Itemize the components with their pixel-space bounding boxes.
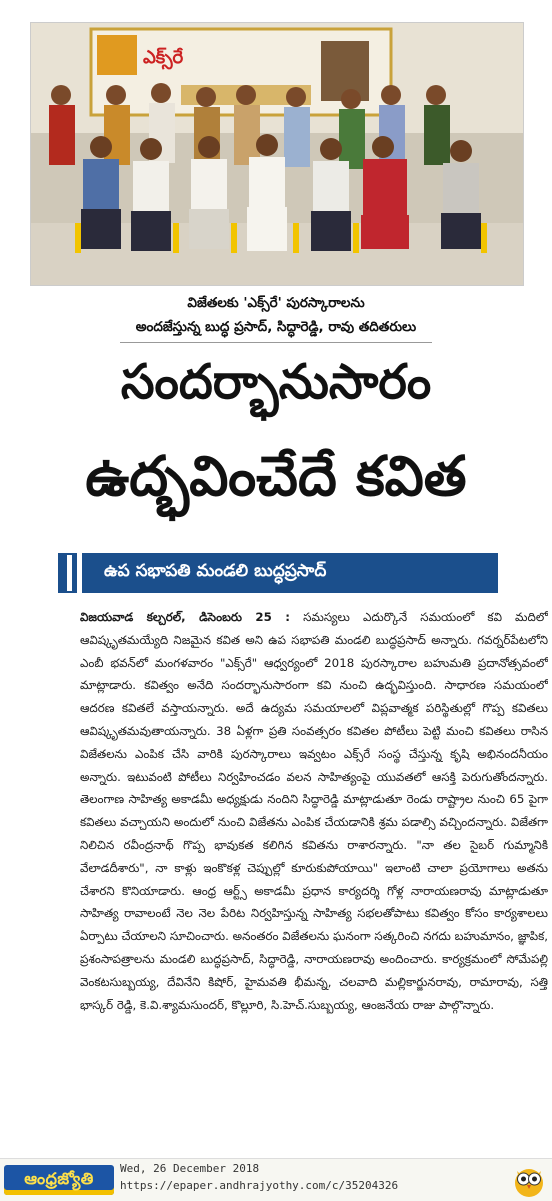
footer-url[interactable]: https://epaper.andhrajyothy.com/c/35204326 bbox=[120, 1179, 399, 1192]
caption-divider bbox=[120, 342, 432, 343]
footer-bar bbox=[0, 1158, 552, 1201]
headline-line2: ఉద్భవించేదే కవిత bbox=[85, 444, 467, 508]
subheading-strap bbox=[58, 553, 498, 593]
logo-text: ఆంధ్రజ్యోతి bbox=[24, 1168, 94, 1188]
andhrajyothy-logo[interactable] bbox=[4, 1165, 114, 1195]
owl-icon bbox=[512, 1162, 546, 1198]
article-body bbox=[80, 606, 548, 1158]
strap-text: ఉప సభాపతి మండలి బుద్ధప్రసాద్ bbox=[104, 561, 327, 581]
award-ceremony-photo bbox=[31, 23, 523, 285]
photo-caption-line2: అందజేస్తున్న బుద్ధ ప్రసాద్, సిద్ధారెడ్డి, రావు తదితరులు bbox=[135, 319, 417, 335]
article-photo bbox=[30, 22, 524, 286]
dateline: విజయవాడ కల్చరల్, డిసెంబరు 25 : bbox=[80, 610, 291, 624]
photo-caption-line1: విజేతలకు 'ఎక్స్‌రే' పురస్కారాలను bbox=[187, 295, 365, 311]
strap-accent-bar bbox=[65, 553, 74, 593]
footer-date: Wed, 26 December 2018 bbox=[120, 1162, 260, 1175]
strap-accent-bar-thin bbox=[77, 553, 82, 593]
article-text: సమస్యలు ఎదుర్కొనే సమయంలో కవి మదిలో ఆవిష్కృతమయ్యేది నిజమైన కవిత అని ఉప సభాపతి మండలి బుద్ధప్రసాద్ అన్నారు. గవర్నర్‌పేటలోని ఎంబీ భవన్‌లో మంగళవారం "ఎక్స్‌రే" ఆధ్వర్యంలో 2018 పురస్కారాల బహుమతి ప్రదానోత్సవంలో మాట్లాడారు. కవిత్వం అనేది సందర్భానుసారంగా కవి నుంచి ఉద్భవిస్తుంది. సాధారణ సమయంలో ఆదరణ కవితలే వస్తాయన్నారు. అదే ఉద్యమ సమయాలలో విప్లవాత్మక పరిస్థితుల్లో గొప్ప కవితలు ఆవిష్కృతమవుతాయన్నారు. 38 ఏళ్లగా ప్రతి సంవత్సరం కవితల పోటీలు పెట్టి మంచి కవితలు రాసిన విజేతలను ఎంపిక చేసి వారికి పురస్కారాలు ఇవ్వటం ఎక్స్‌రే సంస్థ చేస్తున్న కృషి అభినందనీయం అన్నారు. ఇటువంటి పోటీలు నిర్వహించడం వలన సాహిత్యంపై యువతలో ఆసక్తి పెరుగుతోందన్నారు. తెలంగాణ సాహిత్య అకాడమీ అధ్యక్షుడు నందిని సిద్ధారెడ్డి మాట్లాడుతూ రెండు రాష్ట్రాల నుంచి 65 పైగా కవితలు వచ్చాయని అందులో నుంచి విజేతను ఎంపిక చేయడానికి శ్రమ పడాల్సి వచ్చిందన్నారు. విజేతగా నిలిచిన రవీంద్రనాథ్ గొప్ప భావుకత కలిగిన కవితను రాశారన్నారు. "నా తల సైబర్ గుమ్మానికి వేలాడదీశారు", నా కాళ్లు ఇంకొకళ్ల చెప్పుల్లో కూరుకుపోయాయి" ఇలాంటి చాలా ప్రయోగాలు అతను చేశారని కొనియాడారు. ఆంధ్ర ఆర్ట్స్ అకాడమీ ప్రధాన కార్యదర్శి గోళ్ల నారాయణరావు మాట్లాడుతూ సాహిత్య రావాలంటే నెల నెల పేరిట నిర్వహిస్తున్న సాహిత్య సభలతోపాటు కవిత్వం కోసం కార్యశాలలు ఏర్పాటు చేయాలని సూచించారు. అనంతరం విజేతలను ఘనంగా సత్కరించి నగదు బహుమానం, జ్ఞాపిక, ప్రశంసాపత్రాలను మండలి బుద్ధప్రసాద్, సిద్ధారెడ్డి, నారాయణరావు అందించారు. కార్యక్రమంలో సోమేపల్లి వెంకటసుబ్బయ్య, దేవినేని కిషోర్, హైమవతి భీమన్న, చలవాది మల్లికార్జునరావు, రామారావు, సత్తి భాస్కర్ రెడ్డి, కె.వి.శ్యామసుందర్, కొల్లూరి, సి.హెచ్.సుబ్బయ్య, ఆంజనేయ రాజు పాల్గొన్నారు. bbox=[80, 610, 548, 1012]
banner-text: ఎక్స్‌రే bbox=[143, 47, 184, 68]
headline-line1: సందర్భానుసారం bbox=[120, 354, 432, 410]
